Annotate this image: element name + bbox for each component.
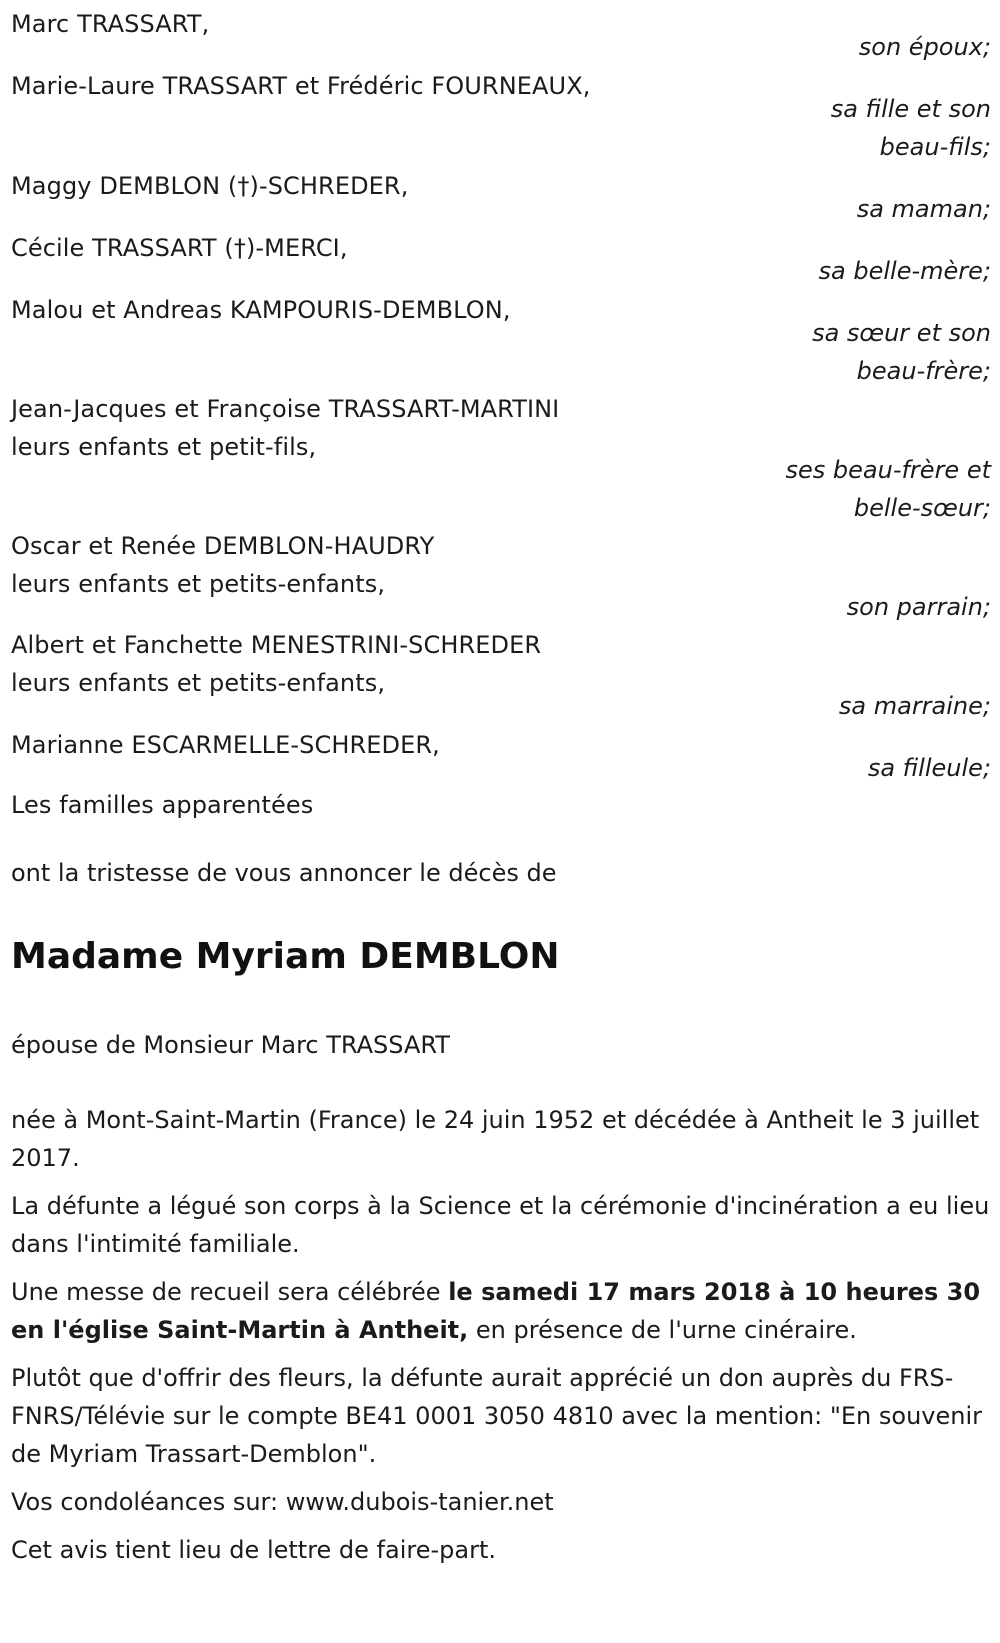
mass-intro: Une messe de recueil sera célébrée	[11, 1278, 449, 1306]
condolences-line: Vos condoléances sur: www.dubois-tanier.net	[11, 1488, 554, 1516]
family-names	[11, 725, 711, 765]
body-science-paragraph: La défunte a légué son corps à la Science et la cérémonie d'incinération a eu lieu dans l'intimité familiale.	[11, 1192, 990, 1258]
relation-line: sa filleule;	[867, 754, 991, 782]
family-name-line: Oscar et Renée DEMBLON-HAUDRY	[11, 532, 435, 560]
relation-line: ses beau-frère et	[785, 456, 991, 484]
family-name-line: leurs enfants et petits-enfants,	[11, 570, 386, 598]
relation-line: sa belle-mère;	[818, 257, 991, 285]
family-entry	[11, 166, 991, 229]
family-relation	[751, 251, 991, 291]
mass-date-location: le samedi 17 mars 2018 à 10 heures 30 en l'église Saint-Martin à Antheit,	[11, 1278, 981, 1344]
family-names	[11, 228, 711, 268]
family-names	[11, 389, 711, 467]
announcement-text: ont la tristesse de vous annoncer le décès de	[11, 859, 557, 887]
mass-paragraph	[11, 1273, 991, 1349]
mass-outro: en présence de l'urne cinéraire.	[468, 1316, 857, 1344]
family-name-line: leurs enfants et petit-fils,	[11, 433, 317, 461]
spouse-line: épouse de Monsieur Marc TRASSART	[11, 1031, 450, 1059]
relation-line: son parrain;	[846, 593, 991, 621]
family-entry	[11, 4, 991, 67]
relation-line: beau-fils;	[879, 133, 991, 161]
relation-line: beau-frère;	[856, 357, 991, 385]
family-entry	[11, 785, 991, 825]
family-name-line: Les familles apparentées	[11, 791, 314, 819]
family-relation	[751, 313, 991, 391]
family-entry	[11, 389, 991, 528]
closing-line: Cet avis tient lieu de lettre de faire-part.	[11, 1536, 496, 1564]
family-names	[11, 66, 711, 106]
family-name-line: Marianne ESCARMELLE-SCHREDER,	[11, 731, 440, 759]
family-relation	[751, 27, 991, 67]
family-name-line: Jean-Jacques et Françoise TRASSART-MARTINI	[11, 395, 560, 423]
relation-line: sa maman;	[856, 195, 991, 223]
family-entry	[11, 725, 991, 788]
family-name-line: Albert et Fanchette MENESTRINI-SCHREDER	[11, 631, 542, 659]
family-names	[11, 4, 711, 44]
family-name-line: leurs enfants et petits-enfants,	[11, 669, 386, 697]
relation-line: belle-sœur;	[853, 494, 991, 522]
family-relation	[751, 587, 991, 627]
relation-line: sa marraine;	[838, 692, 991, 720]
family-relation	[751, 686, 991, 726]
family-names	[11, 290, 711, 330]
family-names	[11, 166, 711, 206]
family-name-line: Maggy DEMBLON (†)-SCHREDER,	[11, 172, 409, 200]
obituary-notice	[11, 0, 991, 1569]
family-name-line: Marie-Laure TRASSART et Frédéric FOURNEAUX,	[11, 72, 591, 100]
family-names	[11, 526, 711, 604]
family-entry	[11, 66, 991, 167]
family-entry	[11, 526, 991, 627]
family-relation	[751, 450, 991, 528]
relation-line: son époux;	[858, 33, 991, 61]
birth-death-paragraph: née à Mont-Saint-Martin (France) le 24 juin 1952 et décédée à Antheit le 3 juillet 2017.	[11, 1106, 980, 1172]
family-relation	[751, 748, 991, 788]
deceased-name: Madame Myriam DEMBLON	[11, 936, 560, 977]
family-relation	[751, 89, 991, 167]
relation-line: sa fille et son	[830, 95, 991, 123]
family-entry	[11, 290, 991, 391]
family-names	[11, 625, 711, 703]
relation-line: sa sœur et son	[812, 319, 991, 347]
donation-paragraph: Plutôt que d'offrir des fleurs, la défunte aurait apprécié un don auprès du FRS-FNRS/Télévie sur le compte BE41 0001 3050 4810 avec la mention: "En souvenir de Myriam Trassart-Demblon".	[11, 1364, 982, 1468]
family-name-line: Marc TRASSART,	[11, 10, 210, 38]
family-relation	[751, 189, 991, 229]
family-entry	[11, 625, 991, 726]
family-entry	[11, 228, 991, 291]
family-names	[11, 785, 711, 825]
family-name-line: Cécile TRASSART (†)-MERCI,	[11, 234, 348, 262]
family-name-line: Malou et Andreas KAMPOURIS-DEMBLON,	[11, 296, 511, 324]
